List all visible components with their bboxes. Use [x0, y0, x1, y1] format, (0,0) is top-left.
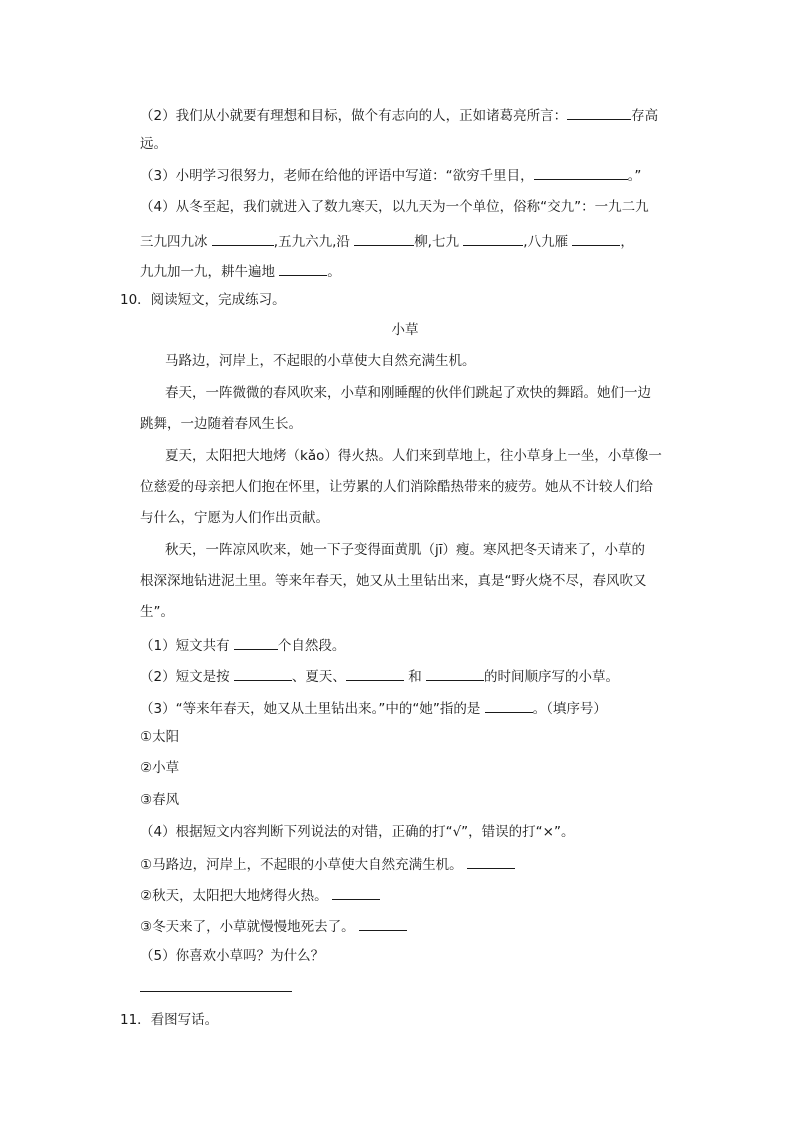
q9-item4-blank4[interactable]: [572, 230, 620, 246]
q11-heading: 11．看图写话。: [120, 1012, 219, 1028]
q9-item4-part1: 三九四九冰: [140, 234, 208, 250]
q9-item2-line1: [140, 104, 658, 126]
passage-title: 小草: [391, 322, 419, 338]
q10-judge-2: [140, 884, 380, 906]
q9-item3: [140, 164, 641, 186]
q10-sub5-answer-line[interactable]: [140, 990, 292, 992]
passage-para4-line1: 秋天，一阵凉风吹来，她一下子变得面黄肌（jī）瘦。寒风把冬天请来了，小草的: [165, 542, 646, 558]
q10-judge-1: [140, 853, 515, 875]
q9-item4-part7: 。: [327, 264, 341, 280]
q9-item4-blank1[interactable]: [212, 230, 274, 246]
passage-para2-line2: 跳舞，一边随着春风生长。: [140, 416, 302, 432]
q9-item4-part2: ,五九六九,沿: [273, 234, 350, 250]
q9-item4-part5: ，: [620, 234, 634, 250]
q9-item2-text: （2）我们从小就要有理想和目标，做个有志向的人，正如诸葛亮所言：: [140, 108, 568, 124]
q10-sub1-blank[interactable]: [234, 634, 278, 650]
q9-item3-blank[interactable]: [534, 164, 628, 180]
passage-para3-line1: 夏天，太阳把大地烤（kǎo）得火热。人们来到草地上，往小草身上一坐，小草像一: [165, 448, 662, 464]
q10-sub2: [140, 665, 619, 687]
passage-para4-line3: 生”。: [140, 604, 174, 620]
q10-sub2-text: （2）短文是按: [140, 669, 230, 685]
q9-item4-part4: ,八九雁: [523, 234, 569, 250]
q9-item4-blank2[interactable]: [354, 230, 414, 246]
q10-sub1-tail: 个自然段。: [277, 638, 346, 654]
q10-option-3: ③春风: [140, 792, 180, 808]
passage-para1: 马路边，河岸上，不起眼的小草使大自然充满生机。: [165, 353, 476, 369]
q9-item2-blank[interactable]: [567, 104, 631, 120]
q10-sub3: [140, 697, 607, 719]
q10-sub2-mid2: 和: [408, 669, 422, 685]
q10-sub3-text: （3）“等来年春天，她又从土里钻出来。”中的“她”指的是: [140, 701, 481, 717]
q9-item3-tail: 。”: [627, 168, 642, 184]
q10-judge-2-text: ②秋天，太阳把大地烤得火热。: [140, 888, 328, 904]
q9-item4-line2: [140, 230, 634, 252]
q10-judge-3-text: ③冬天来了，小草就慢慢地死去了。: [140, 919, 355, 935]
q10-sub5: （5）你喜欢小草吗？为什么？: [140, 948, 325, 964]
q9-item4-line3: [140, 260, 341, 282]
passage-para4-line2: 根深深地钻进泥土里。等来年春天，她又从土里钻出来，真是“野火烧不尽，春风吹又: [140, 573, 647, 589]
q10-judge-1-text: ①马路边，河岸上，不起眼的小草使大自然充满生机。: [140, 857, 463, 873]
q10-judge-3: [140, 915, 407, 937]
q9-item4-line1: （4）从冬至起，我们就进入了数九寒天，以九天为一个单位，俗称“交九”：一九二九: [140, 199, 649, 215]
q10-sub3-tail: 。（填序号）: [532, 701, 607, 717]
q10-sub4: （4）根据短文内容判断下列说法的对错，正确的打“√”，错误的打“×”。: [140, 824, 575, 840]
passage-para3-line2: 位慈爱的母亲把人们抱在怀里，让劳累的人们消除酷热带来的疲劳。她从不计较人们给: [140, 479, 653, 495]
q10-judge-1-blank[interactable]: [467, 853, 515, 869]
q10-sub2-mid1: 、夏天、: [291, 669, 346, 685]
q10-option-2: ②小草: [140, 760, 180, 776]
q9-item2-line2: 远。: [140, 136, 167, 152]
q10-sub1: [140, 634, 345, 656]
q10-judge-3-blank[interactable]: [359, 915, 407, 931]
passage-para3-line3: 与什么，宁愿为人们作出贡献。: [140, 510, 329, 526]
q9-item2-tail: 存高: [631, 108, 659, 124]
q10-sub3-blank[interactable]: [485, 697, 533, 713]
q9-item4-part3: 柳,七九: [414, 234, 459, 250]
q10-sub1-text: （1）短文共有: [140, 638, 230, 654]
q10-option-1: ①太阳: [140, 729, 180, 745]
q9-item3-text: （3）小明学习很努力，老师在给他的评语中写道：“欲穷千里目，: [140, 168, 534, 184]
q10-heading: 10．阅读短文，完成练习。: [120, 292, 286, 308]
passage-para2-line1: 春天，一阵微微的春风吹来，小草和刚睡醒的伙伴们跳起了欢快的舞蹈。她们一边: [165, 385, 651, 401]
q10-sub2-blank3[interactable]: [426, 665, 484, 681]
q9-item4-part6: 九九加一九，耕牛遍地: [140, 264, 275, 280]
q10-judge-2-blank[interactable]: [332, 884, 380, 900]
q10-sub2-tail: 的时间顺序写的小草。: [483, 669, 619, 685]
q10-sub2-blank2[interactable]: [346, 665, 404, 681]
q10-sub2-blank1[interactable]: [234, 665, 292, 681]
q9-item4-blank3[interactable]: [463, 230, 523, 246]
q9-item4-blank5[interactable]: [279, 260, 327, 276]
